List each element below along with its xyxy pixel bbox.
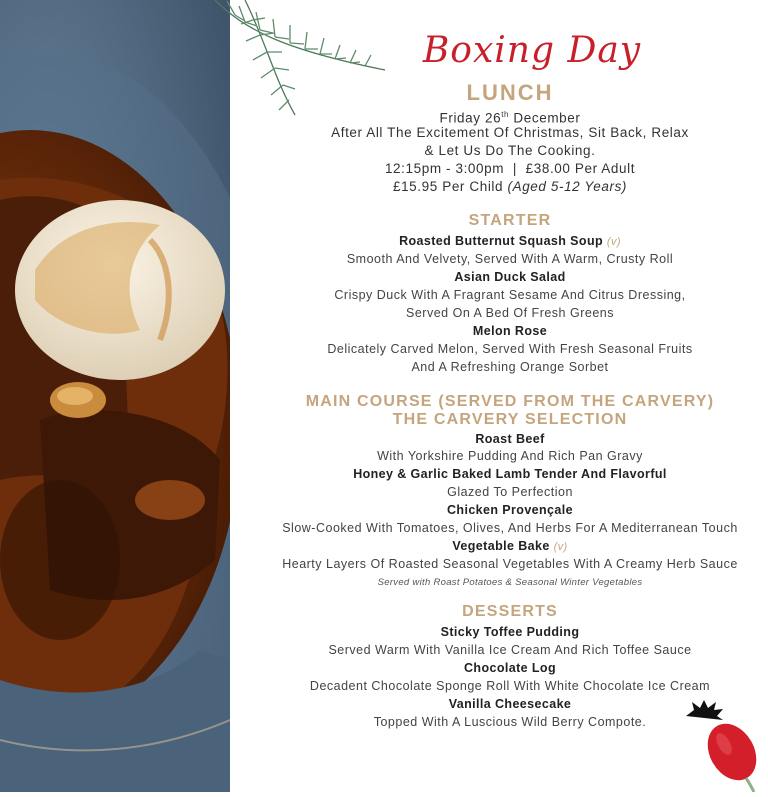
dessert-item-1-name: Sticky Toffee Pudding [440,625,580,639]
starter-item-2-desc-2: Served On A Bed Of Fresh Greens [406,306,614,320]
starter-item-1-desc: Smooth And Velvety, Served With A Warm, Crusty Roll [346,252,674,266]
main-item-1-desc: With Yorkshire Pudding And Rich Pan Gravy [377,449,643,463]
dessert-item-3-desc: Topped With A Luscious Wild Berry Compote. [373,715,647,729]
main-item-1-name: Roast Beef [475,432,545,446]
dessert-item-2-desc: Decadent Chocolate Sponge Roll With White Chocolate Ice Cream [309,679,711,693]
starter-item-3-desc-1: Delicately Carved Melon, Served With Fresh Seasonal Fruits [327,342,693,356]
main-heading-2: THE CARVERY SELECTION [392,411,628,428]
script-title: Boxing Day [422,30,642,71]
main-item-3-name: Chicken Provençale [446,503,573,517]
starter-item-2-desc-1: Crispy Duck With A Fragrant Sesame And Citrus Dressing, [334,288,686,302]
starter-item-1-name: Roasted Butternut Squash Soup (v) [399,234,621,248]
main-item-2-desc: Glazed To Perfection [447,485,573,499]
desserts-heading: DESSERTS [462,603,558,620]
tagline-2: & Let Us Do The Cooking. [424,143,596,158]
dessert-item-2-name: Chocolate Log [463,661,556,675]
event-date: Friday 26th December [439,110,581,126]
main-heading-1: MAIN COURSE (SERVED FROM THE CARVERY) [305,393,715,410]
pudding-photo [0,0,230,792]
subtitle-lunch: LUNCH [466,80,554,105]
starter-heading: STARTER [468,212,552,229]
tagline-1: After All The Excitement Of Christmas, Sit Back, Relax [331,125,689,140]
time-price: 12:15pm - 3:00pm | £38.00 Per Adult [384,161,636,176]
dessert-item-1-desc: Served Warm With Vanilla Ice Cream And Rich Toffee Sauce [328,643,692,657]
starter-item-3-name: Melon Rose [472,324,548,338]
child-price: £15.95 Per Child (Aged 5-12 Years) [392,179,628,194]
dessert-item-3-name: Vanilla Cheesecake [448,697,572,711]
menu-panel [252,0,768,792]
main-item-2-name: Honey & Garlic Baked Lamb Tender And Flavorful [353,467,667,481]
main-item-4-desc: Hearty Layers Of Roasted Seasonal Vegetables With A Creamy Herb Sauce [282,557,738,571]
starter-item-3-desc-2: And A Refreshing Orange Sorbet [411,360,609,374]
main-item-4-name: Vegetable Bake (v) [452,539,568,553]
main-item-3-desc: Slow-Cooked With Tomatoes, Olives, And Herbs For A Mediterranean Touch [282,521,738,535]
starter-item-2-name: Asian Duck Salad [454,270,566,284]
main-note: Served with Roast Potatoes & Seasonal Winter Vegetables [377,577,643,588]
